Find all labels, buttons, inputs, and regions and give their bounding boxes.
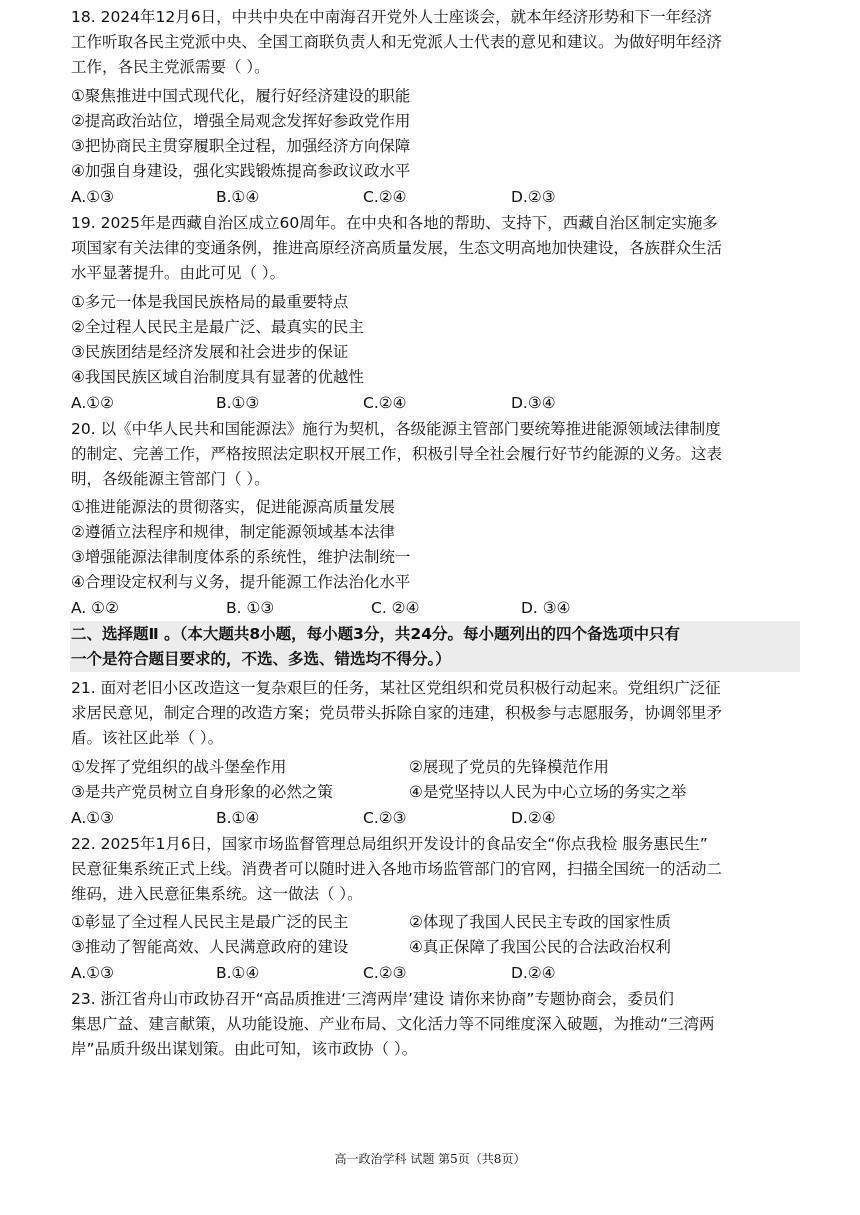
q19-option-b: B.①③	[216, 394, 260, 412]
q21-option-d: D.②④	[511, 809, 556, 827]
q19-option-d: D.③④	[511, 394, 556, 412]
q18-item: ②提高政治站位，增强全局观念发挥好参政党作用	[71, 112, 411, 130]
q22-option-a: A.①③	[71, 964, 115, 982]
q22-item: ②体现了我国人民民主专政的国家性质	[409, 913, 671, 931]
q20-stem-line: 明，各级能源主管部门（ ）。	[71, 470, 270, 488]
q20-option-b: B. ①③	[226, 599, 275, 617]
q18-stem-line: 工作，各民主党派需要（ ）。	[71, 58, 270, 76]
q19-stem-line: 水平显著提升。由此可见（ ）。	[71, 264, 286, 282]
q20-item: ①推进能源法的贯彻落实，促进能源高质量发展	[71, 498, 395, 516]
q21-item: ④是党坚持以人民为中心立场的务实之举	[409, 783, 687, 801]
q20-stem-line: 的制定、完善工作，严格按照法定职权开展工作，积极引导全社会履行好节约能源的义务。这表	[71, 445, 723, 463]
q21-stem-line: 盾。该社区此举（ ）。	[71, 729, 224, 747]
q20-option-d: D. ③④	[521, 599, 571, 617]
q19-option-a: A.①②	[71, 394, 115, 412]
q21-option-b: B.①④	[216, 809, 260, 827]
q22-option-c: C.②③	[363, 964, 407, 982]
q22-stem-line: 维码，进入民意征集系统。这一做法（ ）。	[71, 885, 363, 903]
q22-stem-line: 22. 2025年1月6日，国家市场监督管理总局组织开发设计的食品安全“你点我检 服务惠民生”	[71, 835, 708, 853]
q21-item: ③是共产党员树立自身形象的必然之策	[71, 783, 333, 801]
q21-option-a: A.①③	[71, 809, 115, 827]
q22-item: ③推动了智能高效、人民满意政府的建设	[71, 938, 349, 956]
q23-stem-line: 集思广益、建言献策，从功能设施、产业布局、文化活力等不同维度深入破题，为推动“三湾两	[71, 1015, 715, 1033]
q18-stem-line: 工作听取各民主党派中央、全国工商联负责人和无党派人士代表的意见和建议。为做好明年经济	[71, 33, 723, 51]
q20-item: ③增强能源法律制度体系的系统性，维护法制统一	[71, 548, 411, 566]
section-heading: 二、选择题Ⅱ 。（本大题共8小题，每小题3分，共24分。每小题列出的四个备选项中只有	[71, 625, 680, 643]
q19-stem-line: 19. 2025年是西藏自治区成立60周年。在中央和各地的帮助、支持下，西藏自治区制定实施多	[71, 214, 718, 232]
q19-item: ①多元一体是我国民族格局的最重要特点	[71, 293, 349, 311]
q21-options	[71, 806, 801, 831]
q21-stem-line: 求居民意见，制定合理的改造方案；党员带头拆除自家的违建，积极参与志愿服务，协调邻里矛	[71, 704, 723, 722]
q22-option-b: B.①④	[216, 964, 260, 982]
q22-item: ①彰显了全过程人民民主是最广泛的民主	[71, 913, 349, 931]
q22-items-row	[71, 910, 801, 935]
q22-items-row	[71, 935, 801, 960]
q19-item: ③民族团结是经济发展和社会进步的保证	[71, 343, 349, 361]
q20-options	[71, 596, 801, 621]
q18-option-a: A.①③	[71, 188, 115, 206]
q22-item: ④真正保障了我国公民的合法政治权利	[409, 938, 671, 956]
q20-option-a: A. ①②	[71, 599, 119, 617]
q18-option-c: C.②④	[363, 188, 407, 206]
q21-option-c: C.②③	[363, 809, 407, 827]
q19-option-c: C.②④	[363, 394, 407, 412]
q18-item: ①聚焦推进中国式现代化，履行好经济建设的职能	[71, 87, 411, 105]
q21-stem-line: 21. 面对老旧小区改造这一复杂艰巨的任务，某社区党组织和党员积极行动起来。党组织广泛征	[71, 679, 721, 697]
q19-options	[71, 391, 801, 416]
q20-item: ②遵循立法程序和规律，制定能源领域基本法律	[71, 523, 395, 541]
q19-item: ④我国民族区域自治制度具有显著的优越性	[71, 368, 364, 386]
q21-items-row	[71, 780, 801, 805]
q20-option-c: C. ②④	[371, 599, 420, 617]
q21-item: ②展现了党员的先锋模范作用	[409, 758, 609, 776]
q20-stem-line: 20. 以《中华人民共和国能源法》施行为契机，各级能源主管部门要统筹推进能源领域法律制度	[71, 420, 721, 438]
q18-option-d: D.②③	[511, 188, 556, 206]
q18-option-b: B.①④	[216, 188, 260, 206]
q23-stem-line: 岸”品质升级出谋划策。由此可知，该市政协（ ）。	[71, 1040, 418, 1058]
q22-option-d: D.②④	[511, 964, 556, 982]
q22-options	[71, 961, 801, 986]
q21-items-row	[71, 755, 801, 780]
q18-item: ④加强自身建设，强化实践锻炼提高参政议政水平	[71, 162, 411, 180]
q18-options	[71, 185, 801, 210]
q18-item: ③把协商民主贯穿履职全过程，加强经济方向保障	[71, 137, 411, 155]
q19-stem-line: 项国家有关法律的变通条例，推进高原经济高质量发展，生态文明高地加快建设，各族群众生活	[71, 239, 723, 257]
section-instructions: 一个是符合题目要求的，不选、多选、错选均不得分。）	[71, 650, 451, 668]
q20-item: ④合理设定权利与义务，提升能源工作法治化水平	[71, 573, 411, 591]
q23-stem-line: 23. 浙江省舟山市政协召开“高品质推进‘三湾两岸’建设 请你来协商”专题协商会，委员们	[71, 990, 674, 1008]
page-footer: 高一政治学科 试题 第5页（共8页）	[334, 1152, 526, 1166]
q18-stem-line: 18. 2024年12月6日，中共中央在中南海召开党外人士座谈会，就本年经济形势和下一年经济	[71, 8, 713, 26]
q22-stem-line: 民意征集系统正式上线。消费者可以随时进入各地市场监管部门的官网，扫描全国统一的活动二	[71, 860, 723, 878]
q19-item: ②全过程人民民主是最广泛、最真实的民主	[71, 318, 364, 336]
q21-item: ①发挥了党组织的战斗堡垒作用	[71, 758, 287, 776]
